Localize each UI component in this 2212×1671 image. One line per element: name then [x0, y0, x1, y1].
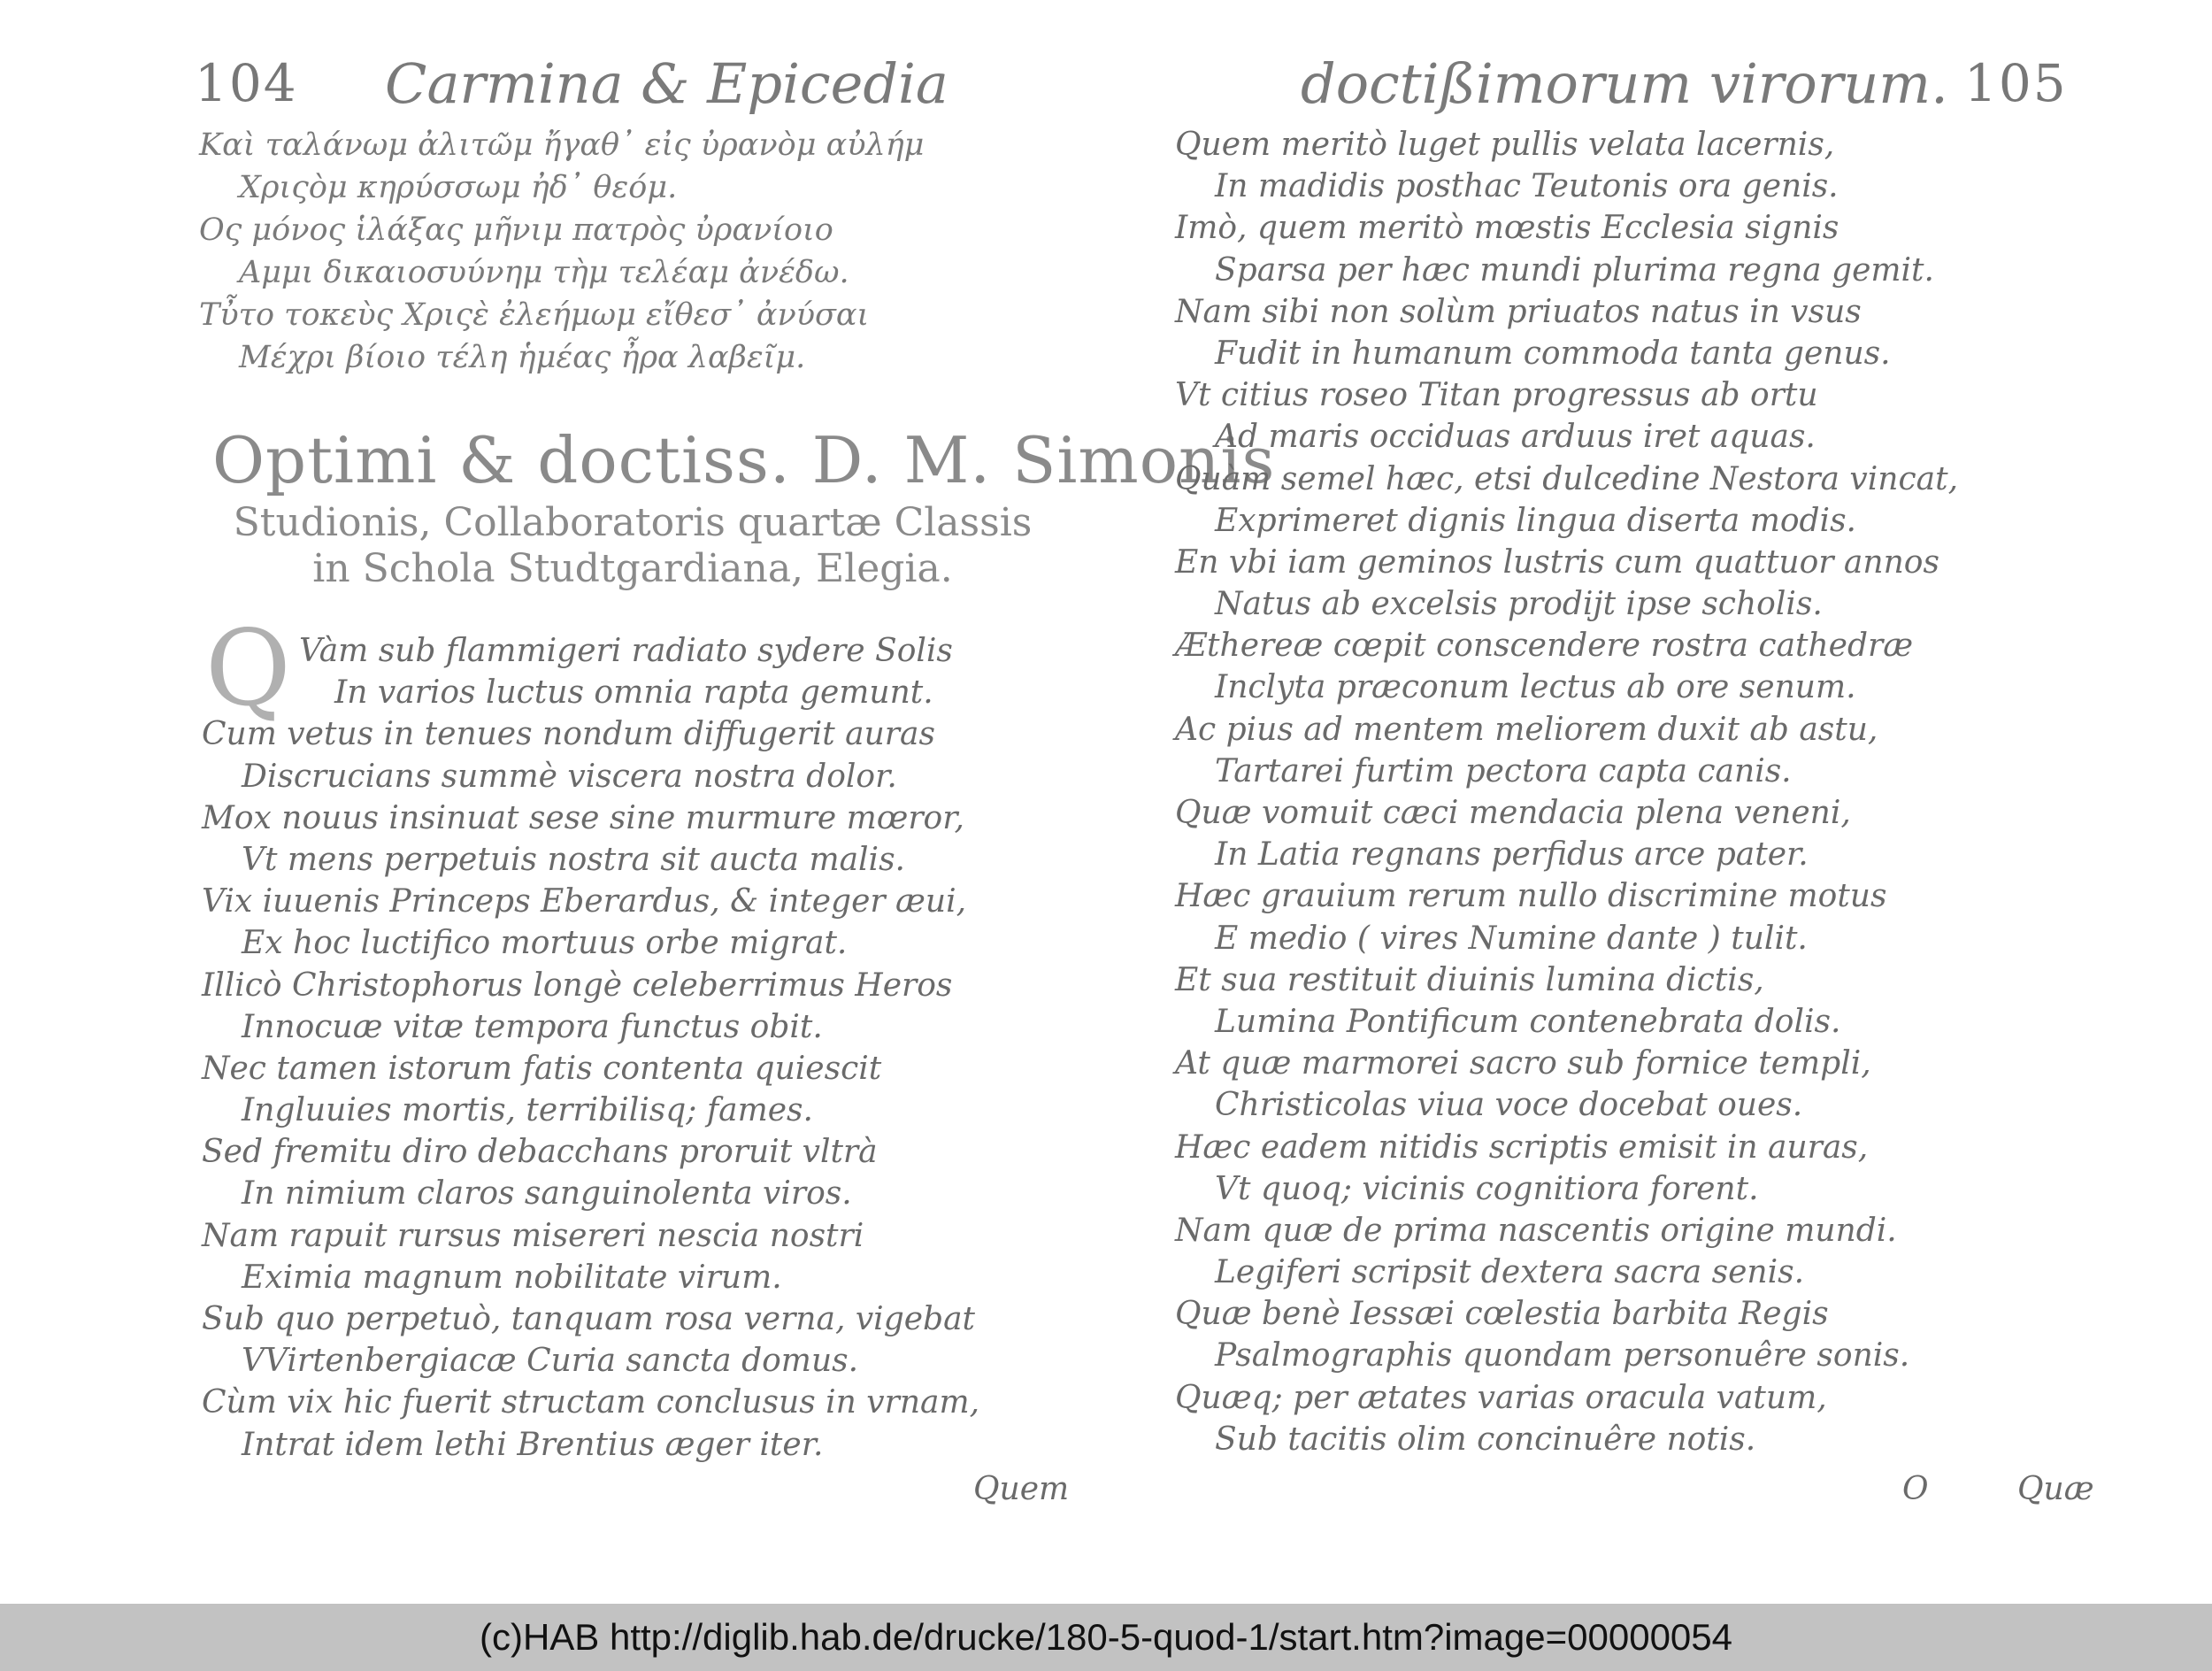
verse-line: Imò, quem meritò mœstis Ecclesia signis [1175, 210, 1839, 247]
footer-url-text: (c)HAB http://diglib.hab.de/drucke/180-5-quod-1/start.htm?image=00000054 [479, 1616, 1733, 1658]
verse-line: Cùm vix hic fuerit structam conclusus in vrnam, [202, 1384, 980, 1421]
verse-line: Et sua restituit diuinis lumina dictis, [1175, 961, 1764, 998]
verse-line: Χριςὸμ κηρύσσωμ ἠδ᾽ θεόμ. [239, 170, 678, 205]
verse-line: Ac pius ad mentem meliorem duxit ab astu, [1175, 711, 1878, 748]
verse-line: Vàm sub flammigeri radiato sydere Solis [299, 633, 953, 669]
verse-line: Hæc grauium rerum nullo discrimine motus [1175, 878, 1887, 915]
signature-mark: O [1902, 1471, 1929, 1507]
verse-line: Illicò Christophorus longè celeberrimus Heros [202, 966, 953, 1004]
verse-line: Quem meritò luget pullis velata lacernis, [1175, 127, 1835, 163]
verse-line: Legiferi scripsit dextera sacra senis. [1215, 1254, 1805, 1291]
verse-line: Vix iuuenis Princeps Eberardus, & integer æui, [202, 883, 967, 920]
right-page [1106, 0, 2212, 1604]
copyright-footer [0, 1604, 2212, 1671]
page-number: 105 [1964, 53, 2068, 113]
running-head: Carmina & Epicedia [385, 51, 949, 116]
verse-line: Nam sibi non solùm priuatos natus in vsus [1175, 293, 1862, 330]
verse-line: Psalmographis quondam personuêre sonis. [1215, 1337, 1910, 1375]
catchword: Quæ [2017, 1471, 2094, 1507]
verse-line: Tartarei furtim pectora capta canis. [1215, 752, 1792, 789]
elegy-text [202, 630, 980, 1466]
verse-line: Inclyta præconum lectus ab ore senum. [1215, 669, 1856, 706]
verse-line: Nam rapuit rursus misereri nescia nostri [202, 1217, 864, 1254]
verse-line: Intrat idem lethi Brentius æger iter. [242, 1426, 824, 1463]
verse-line: Exprimeret dignis lingua diserta modis. [1215, 502, 1856, 539]
poem-heading [212, 420, 1276, 592]
verse-line: Sub quo perpetuò, tanquam rosa verna, vigebat [202, 1301, 976, 1337]
verse-line: Discrucians summè viscera nostra dolor. [242, 758, 897, 795]
verse-line: Ex hoc luctifico mortuus orbe migrat. [242, 925, 848, 962]
heading-title: Optimi & doctiss. D. M. Simonis [212, 423, 1276, 497]
verse-line: Τὖτο τοκεὺς Χριςὲ ἐλεήμωμ εἴθεσ᾽ ἀνύσαι [199, 297, 870, 333]
verse-line: Innocuæ vitæ tempora functus obit. [242, 1008, 823, 1045]
heading-subtitle: Studionis, Collaboratoris quartæ Classis [233, 500, 1033, 545]
verse-line: Quæ vomuit cæci mendacia plena veneni, [1175, 795, 1851, 831]
verse-line: Sed fremitu diro debacchans proruit vltrà [202, 1134, 878, 1171]
verse-line: Quàm semel hæc, etsi dulcedine Nestora vincat, [1175, 460, 1959, 497]
verse-line: Ad maris occiduas arduus iret aquas. [1215, 419, 1816, 456]
verse-line: E medio ( vires Numine dante ) tulit. [1215, 920, 1808, 957]
verse-line: Καὶ ταλάνωμ ἀλιτῶμ ἤγαθ᾽ εἰς ὐρανὸμ αὐλήμ [199, 127, 925, 163]
verse-line: In varios luctus omnia rapta gemunt. [334, 674, 933, 712]
verse-line: Nec tamen istorum fatis contenta quiescit [202, 1050, 882, 1087]
verse-line: Vt mens perpetuis nostra sit aucta malis. [242, 841, 905, 878]
running-head: doctißimorum virorum. [1301, 51, 1948, 116]
verse-line: En vbi iam geminos lustris cum quattuor annos [1175, 543, 1939, 581]
verse-line: Christicolas viua voce docebat oues. [1215, 1087, 1803, 1124]
verse-line: Lumina Pontificum contenebrata dolis. [1215, 1003, 1841, 1040]
verse-line: Mox nouus insinuat sese sine murmure mœror, [202, 799, 964, 836]
verse-line: Ingluuies mortis, terribilisq; fames. [242, 1092, 813, 1129]
verse-line: Fudit in humanum commoda tanta genus. [1215, 335, 1891, 372]
verse-line: In madidis posthac Teutonis ora genis. [1215, 168, 1839, 205]
verse-line: VVirtenbergiacæ Curia sancta domus. [242, 1343, 859, 1380]
verse-line: Sub tacitis olim concinuêre notis. [1215, 1421, 1756, 1458]
verse-line: Μέχρι βίοιο τέλη ἡμέας ἦρα λαβεῖμ. [239, 340, 806, 375]
verse-line: Eximia magnum nobilitate virum. [242, 1259, 782, 1296]
heading-subtitle: in Schola Studtgardiana, Elegia. [312, 546, 953, 591]
verse-line: In nimium claros sanguinolenta viros. [242, 1175, 852, 1213]
verse-line: Æthereæ cœpit conscendere rostra cathedræ [1175, 628, 1914, 665]
verse-line: Sparsa per hæc mundi plurima regna gemit. [1215, 251, 1934, 289]
verse-line: Αμμι δικαιοσυύνημ τὴμ τελέαμ ἀνέδω. [239, 255, 849, 290]
verse-line: Cum vetus in tenues nondum diffugerit auras [202, 716, 935, 753]
verse-line: In Latia regnans perfidus arce pater. [1215, 836, 1809, 874]
verse-line: At quæ marmorei sacro sub fornice templi, [1175, 1045, 1871, 1082]
catchword: Quem [973, 1471, 1070, 1507]
verse-line: Natus ab excelsis prodijt ipse scholis. [1215, 586, 1823, 623]
verse-line: Ος μόνος ἱλάξας μῆνιμ πατρὸς ὐρανίοιο [199, 212, 833, 248]
verse-line: Hæc eadem nitidis scriptis emisit in auras, [1175, 1128, 1869, 1166]
verse-line: Vt quoq; vicinis cognitiora forent. [1215, 1170, 1759, 1207]
elegy-text [1175, 124, 1959, 1460]
page-number: 104 [195, 53, 298, 113]
verse-line: Quæ benè Iessæi cœlestia barbita Regis [1175, 1296, 1829, 1333]
verse-line: Nam quæ de prima nascentis origine mundi. [1175, 1212, 1897, 1249]
verse-line: Quæq; per ætates varias oracula vatum, [1175, 1379, 1827, 1416]
verse-line: Vt citius roseo Titan progressus ab ortu [1175, 377, 1818, 414]
greek-verse [199, 124, 925, 379]
drop-cap: Q [205, 607, 291, 729]
